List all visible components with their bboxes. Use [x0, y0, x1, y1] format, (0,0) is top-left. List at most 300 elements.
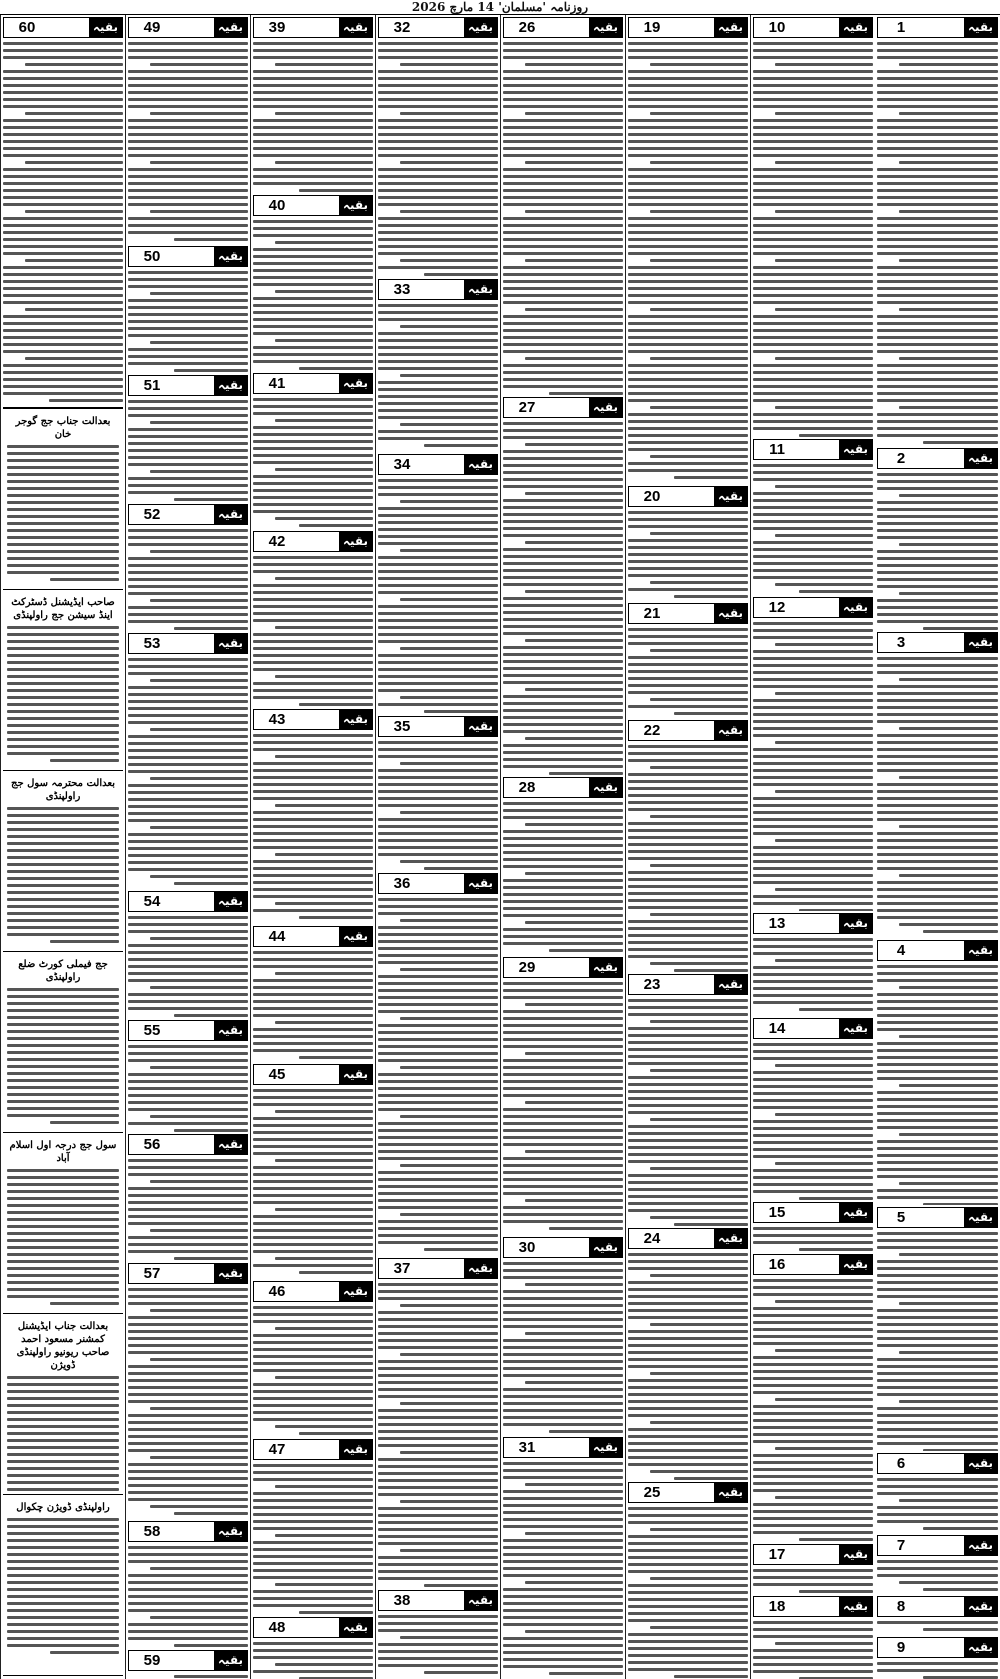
text-line	[3, 182, 123, 185]
text-line	[275, 161, 373, 164]
text-line	[899, 776, 998, 779]
text-line	[753, 70, 873, 73]
text-line	[877, 769, 998, 772]
text-line	[7, 1453, 119, 1456]
text-line	[128, 854, 248, 857]
text-line	[7, 1114, 119, 1117]
text-line	[628, 119, 748, 122]
text-line	[128, 1243, 248, 1246]
text-line	[400, 1353, 498, 1356]
text-line	[503, 1497, 623, 1500]
continuation-block	[253, 529, 373, 707]
text-line	[378, 1185, 498, 1188]
text-line	[628, 420, 748, 423]
text-line	[503, 555, 623, 558]
text-line	[628, 546, 748, 549]
text-line	[128, 571, 248, 574]
text-line	[3, 196, 123, 199]
text-line	[7, 1190, 119, 1193]
continuation-block	[128, 1132, 248, 1261]
text-line	[253, 346, 373, 349]
text-line	[253, 1642, 373, 1645]
text-line	[503, 646, 623, 649]
text-line	[877, 1000, 998, 1003]
text-line	[877, 1485, 998, 1488]
text-line	[753, 1384, 873, 1387]
continuation-number: 44	[268, 928, 286, 945]
text-line	[378, 367, 498, 370]
text-line	[503, 1213, 623, 1216]
text-line	[7, 1539, 119, 1542]
text-line	[877, 1407, 998, 1410]
text-line	[877, 902, 998, 905]
text-line	[503, 385, 623, 388]
text-line	[7, 1169, 119, 1172]
text-line	[877, 1435, 998, 1438]
text-line	[7, 877, 119, 880]
text-line	[753, 706, 873, 709]
text-line	[753, 671, 873, 674]
text-line	[299, 1056, 373, 1059]
text-line	[877, 147, 998, 150]
text-line	[378, 42, 498, 45]
text-line	[877, 1070, 998, 1073]
continuation-label: بقیہ	[839, 1255, 872, 1274]
text-line	[378, 839, 498, 842]
text-line	[628, 322, 748, 325]
text-line	[253, 454, 373, 457]
continuation-block	[253, 1437, 373, 1615]
text-line	[128, 133, 248, 136]
text-line	[25, 357, 123, 360]
text-line	[877, 972, 998, 975]
text-line	[628, 1386, 748, 1389]
article-text	[253, 556, 373, 706]
text-line	[877, 1393, 998, 1396]
text-line	[877, 571, 998, 574]
text-line	[753, 49, 873, 52]
text-line	[877, 371, 998, 374]
text-line	[253, 605, 373, 608]
text-line	[503, 1143, 623, 1146]
text-line	[378, 975, 498, 978]
text-line	[877, 692, 998, 695]
text-line	[877, 578, 998, 581]
continuation-header	[628, 974, 748, 995]
text-line	[628, 350, 748, 353]
text-line	[253, 1383, 373, 1386]
text-line	[650, 406, 748, 409]
text-line	[7, 1418, 119, 1421]
continuation-number: 2	[896, 450, 906, 467]
article-text	[128, 42, 248, 241]
text-line	[378, 818, 498, 821]
text-line	[753, 492, 873, 495]
text-line	[253, 510, 373, 513]
text-line	[753, 133, 873, 136]
text-line	[503, 1276, 623, 1279]
text-line	[7, 473, 119, 476]
text-line	[7, 988, 119, 991]
text-line	[628, 567, 748, 570]
text-line	[128, 306, 248, 309]
text-line	[877, 606, 998, 609]
text-line	[128, 414, 248, 417]
text-line	[503, 1623, 623, 1626]
text-line	[877, 224, 998, 227]
text-line	[628, 1330, 748, 1333]
text-line	[378, 49, 498, 52]
text-line	[628, 182, 748, 185]
text-line	[753, 727, 873, 730]
text-line	[628, 294, 748, 297]
text-line	[503, 231, 623, 234]
text-line	[128, 1250, 248, 1253]
text-line	[628, 1379, 748, 1382]
text-line	[253, 332, 373, 335]
continuation-label: بقیہ	[589, 1438, 622, 1457]
text-line	[253, 440, 373, 443]
text-line	[7, 933, 119, 936]
text-line	[899, 259, 998, 262]
text-line	[877, 427, 998, 430]
text-line	[503, 42, 623, 45]
text-line	[503, 217, 623, 220]
continuation-block	[378, 277, 498, 452]
text-line	[628, 857, 748, 860]
continuation-label: بقیہ	[214, 1135, 247, 1154]
text-line	[253, 734, 373, 737]
text-line	[628, 1365, 748, 1368]
text-line	[549, 1227, 623, 1230]
text-line	[877, 741, 998, 744]
text-line	[378, 395, 498, 398]
text-line	[628, 49, 748, 52]
text-line	[503, 238, 623, 241]
continuation-block	[628, 484, 748, 601]
text-line	[753, 1468, 873, 1471]
text-line	[3, 217, 123, 220]
text-line	[877, 515, 998, 518]
text-line	[128, 1365, 248, 1368]
text-line	[25, 308, 123, 311]
text-line	[253, 1355, 373, 1358]
text-line	[628, 920, 748, 923]
text-line	[877, 1295, 998, 1298]
text-line	[128, 1428, 248, 1431]
text-line	[128, 56, 248, 59]
text-line	[128, 1421, 248, 1424]
text-line	[503, 1602, 623, 1605]
text-line	[174, 1257, 248, 1260]
text-line	[378, 77, 498, 80]
text-line	[877, 1323, 998, 1326]
text-line	[877, 811, 998, 814]
court-notice-title: صاحب ایڈیشنل ڈسٹرکٹ اینڈ سیشن جج راولپنڈی	[11, 597, 115, 621]
text-line	[7, 849, 119, 852]
text-line	[753, 294, 873, 297]
text-line	[877, 585, 998, 588]
court-notice	[3, 1314, 123, 1495]
text-line	[877, 413, 998, 416]
continuation-header	[877, 940, 998, 961]
text-line	[503, 1525, 623, 1528]
text-line	[253, 318, 373, 321]
continuation-block	[503, 395, 623, 775]
text-line	[253, 353, 373, 356]
text-line	[877, 154, 998, 157]
text-line	[628, 1316, 748, 1319]
continuation-label: بقیہ	[464, 1259, 497, 1278]
text-line	[503, 1402, 623, 1405]
text-line	[275, 902, 373, 905]
article-text	[877, 473, 998, 630]
continuation-label: بقیہ	[339, 927, 372, 946]
text-line	[503, 98, 623, 101]
text-line	[253, 1362, 373, 1365]
continuation-header	[503, 777, 623, 798]
text-line	[628, 1153, 748, 1156]
text-line	[877, 1337, 998, 1340]
text-line	[7, 821, 119, 824]
text-line	[775, 406, 873, 409]
text-line	[378, 1493, 498, 1496]
text-line	[7, 1079, 119, 1082]
text-line	[50, 940, 119, 943]
text-line	[150, 875, 248, 878]
text-line	[753, 720, 873, 723]
text-line	[503, 1553, 623, 1556]
text-line	[753, 1176, 873, 1179]
text-line	[253, 986, 373, 989]
text-line	[275, 1376, 373, 1379]
text-line	[753, 867, 873, 870]
court-notice-title: سول جج درجہ اول اسلام آباد	[9, 1140, 117, 1164]
continuation-number: 47	[268, 1441, 286, 1458]
text-line	[7, 480, 119, 483]
text-line	[174, 1644, 248, 1647]
text-line	[128, 147, 248, 150]
text-line	[253, 682, 373, 685]
text-line	[628, 364, 748, 367]
column-8	[0, 15, 125, 1679]
text-line	[628, 941, 748, 944]
text-line	[378, 1122, 498, 1125]
text-line	[628, 934, 748, 937]
text-line	[753, 1426, 873, 1429]
text-line	[628, 280, 748, 283]
text-line	[378, 189, 498, 192]
text-line	[128, 1059, 248, 1062]
text-line	[378, 266, 498, 269]
text-line	[378, 388, 498, 391]
text-line	[877, 685, 998, 688]
continuation-header	[753, 597, 873, 618]
continuation-number: 1	[896, 19, 906, 36]
text-line	[174, 498, 248, 501]
continuation-block	[253, 924, 373, 1062]
text-line	[877, 1168, 998, 1171]
text-line	[628, 588, 748, 591]
text-line	[7, 1518, 119, 1521]
text-line	[253, 248, 373, 251]
text-line	[3, 385, 123, 388]
text-line	[378, 556, 498, 559]
text-line	[128, 791, 248, 794]
article-text	[753, 1043, 873, 1200]
text-line	[503, 513, 623, 516]
text-line	[378, 940, 498, 943]
text-line	[128, 578, 248, 581]
text-line	[628, 469, 748, 472]
text-line	[3, 392, 123, 395]
continuation-block	[877, 1205, 998, 1451]
continuation-number: 54	[143, 893, 161, 910]
text-line	[378, 1514, 498, 1517]
court-notice-title: بعدالت جناب ایڈیشنل کمشنر مسعود احمد صاحب ریونیو راولپنڈی ڈویژن	[16, 1321, 110, 1371]
text-line	[275, 853, 373, 856]
text-line	[253, 1478, 373, 1481]
text-line	[253, 668, 373, 671]
text-line	[378, 1542, 498, 1545]
text-line	[378, 1615, 498, 1618]
text-line	[7, 1446, 119, 1449]
text-line	[650, 1118, 748, 1121]
text-line	[674, 1675, 748, 1678]
text-line	[628, 899, 748, 902]
continuation-number: 17	[768, 1546, 786, 1563]
text-line	[275, 577, 373, 580]
text-line	[128, 798, 248, 801]
text-line	[378, 217, 498, 220]
text-line	[753, 126, 873, 129]
text-line	[877, 1196, 998, 1199]
text-line	[128, 491, 248, 494]
text-line	[650, 815, 748, 818]
continuation-number: 9	[896, 1639, 906, 1656]
text-line	[753, 1335, 873, 1338]
text-line	[503, 1560, 623, 1563]
text-line	[753, 699, 873, 702]
text-line	[503, 1066, 623, 1069]
text-line	[253, 909, 373, 912]
text-line	[650, 210, 748, 213]
text-line	[628, 1041, 748, 1044]
text-line	[7, 1609, 119, 1612]
text-line	[753, 238, 873, 241]
text-line	[7, 571, 119, 574]
text-line	[753, 224, 873, 227]
text-line	[503, 667, 623, 670]
article-text	[128, 400, 248, 501]
text-line	[503, 604, 623, 607]
text-line	[628, 1414, 748, 1417]
continuation-label: بقیہ	[839, 1597, 872, 1616]
text-line	[253, 1520, 373, 1523]
continuation-number: 25	[643, 1484, 661, 1501]
text-line	[400, 1164, 498, 1167]
text-line	[7, 1281, 119, 1284]
text-line	[25, 210, 123, 213]
text-line	[275, 290, 373, 293]
text-line	[753, 895, 873, 898]
text-line	[753, 994, 873, 997]
continuation-block	[877, 15, 998, 446]
text-line	[628, 787, 748, 790]
continuation-header	[628, 1482, 748, 1503]
text-line	[877, 1372, 998, 1375]
text-line	[899, 825, 998, 828]
text-line	[253, 304, 373, 307]
text-line	[253, 825, 373, 828]
text-line	[7, 1072, 119, 1075]
text-line	[628, 1139, 748, 1142]
text-line	[253, 1215, 373, 1218]
continuation-block	[253, 1062, 373, 1279]
text-line	[128, 620, 248, 623]
text-line	[378, 1136, 498, 1139]
text-line	[753, 541, 873, 544]
text-line	[128, 98, 248, 101]
continuation-label: بقیہ	[839, 440, 872, 459]
text-line	[503, 1339, 623, 1342]
text-line	[628, 245, 748, 248]
continuation-header	[628, 17, 748, 38]
text-line	[3, 42, 123, 45]
article-text	[3, 42, 123, 402]
text-line	[877, 49, 998, 52]
continuation-number: 31	[518, 1439, 536, 1456]
text-line	[128, 407, 248, 410]
text-line	[877, 706, 998, 709]
text-line	[899, 727, 998, 730]
text-line	[253, 276, 373, 279]
text-line	[128, 1122, 248, 1125]
text-line	[128, 1094, 248, 1097]
text-line	[877, 804, 998, 807]
text-line	[3, 245, 123, 248]
column-2	[750, 15, 875, 1679]
text-line	[7, 633, 119, 636]
text-line	[7, 557, 119, 560]
text-line	[378, 577, 498, 580]
text-line	[753, 499, 873, 502]
text-line	[753, 1370, 873, 1373]
text-line	[503, 189, 623, 192]
text-line	[378, 402, 498, 405]
text-line	[128, 529, 248, 532]
text-line	[753, 1475, 873, 1478]
text-line	[25, 161, 123, 164]
text-line	[378, 409, 498, 412]
text-line	[753, 1127, 873, 1130]
continuation-number: 59	[143, 1652, 161, 1669]
text-line	[174, 627, 248, 630]
text-line	[378, 1465, 498, 1468]
continuation-label: بقیہ	[464, 280, 497, 299]
text-line	[3, 343, 123, 346]
text-line	[628, 1393, 748, 1396]
continuation-block	[753, 1542, 873, 1594]
text-line	[877, 1669, 998, 1672]
text-line	[400, 968, 498, 971]
text-line	[150, 937, 248, 940]
text-line	[503, 1164, 623, 1167]
notice-text	[7, 1518, 119, 1654]
continuation-number: 11	[769, 441, 785, 458]
text-line	[128, 1449, 248, 1452]
text-line	[877, 916, 998, 919]
